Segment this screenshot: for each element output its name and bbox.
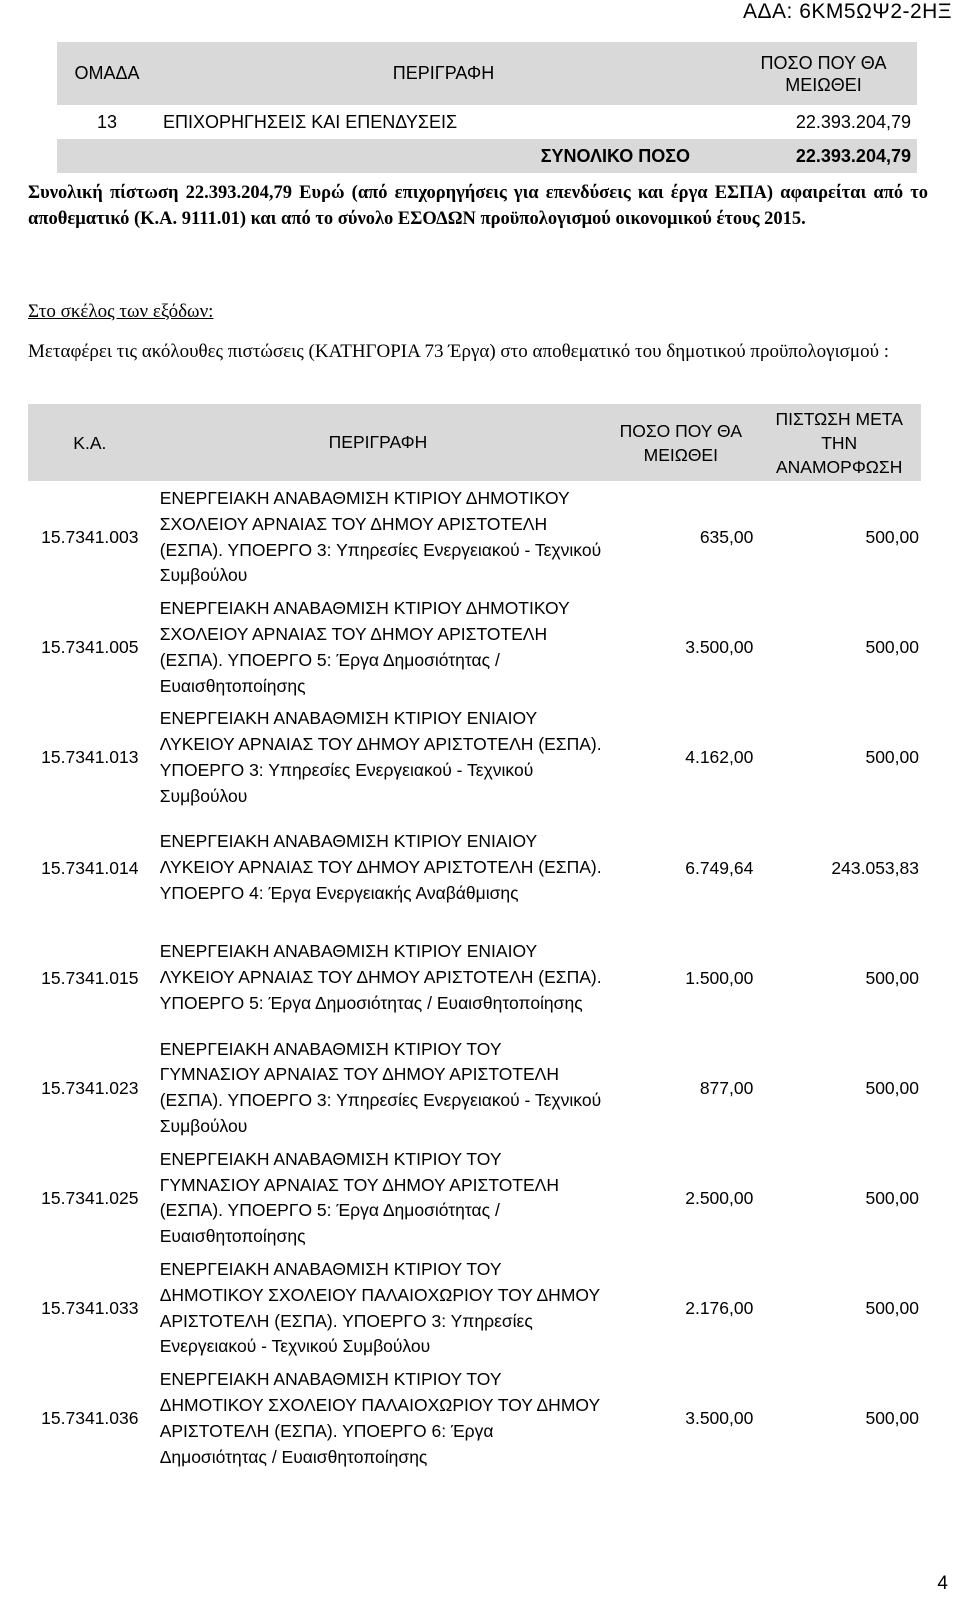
table-row — [28, 486, 921, 589]
header-reduction: ΠΟΣΟ ΠΟΥ ΘΑ ΜΕΙΩΘΕΙ — [604, 404, 757, 481]
row-after: 500,00 — [865, 1077, 919, 1098]
row-description: ΕΝΕΡΓΕΙΑΚΗ ΑΝΑΒΑΘΜΙΣΗ ΚΤΙΡΙΟΥ ΤΟΥ ΔΗΜΟΤΙΚΟΥ ΣΧΟΛΕΙΟΥ ΠΑΛΑΙΟΧΩΡΙΟΥ ΤΟΥ ΔΗΜΟΥ ΑΡΙΣΤΟΤΕΛΗ (ΕΣΠΑ). ΥΠΟΕΡΓΟ 6: Έργα Δημοσιότητας / Ευαισθητοποίησης — [159, 1369, 600, 1467]
summary-table — [57, 42, 917, 173]
row-reduction: 2.176,00 — [685, 1298, 754, 1319]
page-number: 4 — [937, 1573, 948, 1594]
summary-header-row — [57, 42, 917, 105]
table-row — [28, 1037, 921, 1140]
row-code: 15.7341.003 — [41, 527, 139, 548]
summary-total-amount: 22.393.204,79 — [730, 139, 917, 173]
row-code: 15.7341.025 — [41, 1187, 139, 1208]
row-reduction: 1.500,00 — [685, 967, 754, 988]
row-after: 243.053,83 — [831, 857, 919, 878]
row-after: 500,00 — [865, 527, 919, 548]
table-row — [28, 1367, 921, 1470]
row-after: 500,00 — [865, 1408, 919, 1429]
row-after: 500,00 — [865, 1298, 919, 1319]
row-description: ΕΝΕΡΓΕΙΑΚΗ ΑΝΑΒΑΘΜΙΣΗ ΚΤΙΡΙΟΥ ΔΗΜΟΤΙΚΟΥ ΣΧΟΛΕΙΟΥ ΑΡΝΑΙΑΣ ΤΟΥ ΔΗΜΟΥ ΑΡΙΣΤΟΤΕΛΗ (ΕΣΠΑ). ΥΠΟΕΡΓΟ 5: Έργα Δημοσιότητας / Ευαισθητοποίησης — [159, 598, 570, 696]
table-row — [28, 1147, 921, 1250]
row-after: 500,00 — [865, 1187, 919, 1208]
summary-total-label: ΣΥΝΟΛΙΚΟ ΠΟΣΟ — [157, 139, 730, 173]
summary-header-amount: ΠΟΣΟ ΠΟΥ ΘΑ ΜΕΙΩΘΕΙ — [730, 42, 917, 105]
summary-group: 13 — [96, 111, 118, 132]
row-reduction: 635,00 — [699, 527, 754, 548]
summary-total-row — [57, 139, 917, 173]
table-row — [28, 596, 921, 699]
row-description: ΕΝΕΡΓΕΙΑΚΗ ΑΝΑΒΑΘΜΙΣΗ ΚΤΙΡΙΟΥ ΔΗΜΟΤΙΚΟΥ ΣΧΟΛΕΙΟΥ ΑΡΝΑΙΑΣ ΤΟΥ ΔΗΜΟΥ ΑΡΙΣΤΟΤΕΛΗ (ΕΣΠΑ). ΥΠΟΕΡΓΟ 3: Υπηρεσίες Ενεργειακού - Τεχνικού Συμβούλου — [159, 488, 602, 586]
table-row — [28, 927, 921, 1030]
credits-table — [28, 404, 921, 1470]
summary-header-group: ΟΜΑΔΑ — [57, 42, 157, 105]
header-description: ΠΕΡΙΓΡΑΦΗ — [152, 404, 605, 481]
row-code: 15.7341.036 — [41, 1408, 139, 1429]
row-after: 500,00 — [865, 967, 919, 988]
header-after: ΠΙΣΤΩΣΗ ΜΕΤΑ ΤΗΝ ΑΝΑΜΟΡΦΩΣΗ — [757, 404, 921, 481]
row-description: ΕΝΕΡΓΕΙΑΚΗ ΑΝΑΒΑΘΜΙΣΗ ΚΤΙΡΙΟΥ ΕΝΙΑΙΟΥ ΛΥΚΕΙΟΥ ΑΡΝΑΙΑΣ ΤΟΥ ΔΗΜΟΥ ΑΡΙΣΤΟΤΕΛΗ (ΕΣΠΑ). ΥΠΟΕΡΓΟ 5: Έργα Δημοσιότητας / Ευαισθητοποίησης — [159, 941, 602, 1013]
row-code: 15.7341.015 — [41, 967, 139, 988]
row-code: 15.7341.005 — [41, 637, 139, 658]
row-reduction: 877,00 — [699, 1077, 754, 1098]
row-reduction: 6.749,64 — [685, 857, 754, 878]
row-code: 15.7341.013 — [41, 747, 139, 768]
summary-amount: 22.393.204,79 — [795, 111, 911, 132]
table-row — [28, 1257, 921, 1360]
row-after: 500,00 — [865, 747, 919, 768]
table-row — [28, 706, 921, 809]
credits-header-row — [28, 404, 921, 481]
header-code: Κ.Α. — [28, 404, 152, 481]
expenses-section-title: Στο σκέλος των εξόδων: — [28, 301, 214, 322]
document-ada-id: ΑΔΑ: 6ΚΜ5ΩΨ2-2ΗΞ — [743, 0, 952, 23]
row-description: ΕΝΕΡΓΕΙΑΚΗ ΑΝΑΒΑΘΜΙΣΗ ΚΤΙΡΙΟΥ ΕΝΙΑΙΟΥ ΛΥΚΕΙΟΥ ΑΡΝΑΙΑΣ ΤΟΥ ΔΗΜΟΥ ΑΡΙΣΤΟΤΕΛΗ (ΕΣΠΑ). ΥΠΟΕΡΓΟ 4: Έργα Ενεργειακής Αναβάθμισης — [159, 831, 602, 903]
summary-description: ΕΠΙΧΟΡΗΓΗΣΕΙΣ ΚΑΙ ΕΠΕΝΔΥΣΕΙΣ — [163, 111, 458, 132]
row-reduction: 3.500,00 — [685, 1408, 754, 1429]
summary-row — [57, 105, 917, 139]
summary-header-description: ΠΕΡΙΓΡΑΦΗ — [157, 42, 730, 105]
table-row — [28, 817, 921, 920]
row-description: ΕΝΕΡΓΕΙΑΚΗ ΑΝΑΒΑΘΜΙΣΗ ΚΤΙΡΙΟΥ ΕΝΙΑΙΟΥ ΛΥΚΕΙΟΥ ΑΡΝΑΙΑΣ ΤΟΥ ΔΗΜΟΥ ΑΡΙΣΤΟΤΕΛΗ (ΕΣΠΑ). ΥΠΟΕΡΓΟ 3: Υπηρεσίες Ενεργειακού - Τεχνικού Συμβούλου — [159, 708, 602, 806]
credit-paragraph: Συνολική πίστωση 22.393.204,79 Ευρώ (από επιχορηγήσεις για επενδύσεις και έργα ΕΣΠΑ) αφαιρείται από το αποθεματικό (Κ.Α. 9111.01) και από το σύνολο ΕΣΟΔΩΝ προϋπολογισμού οικονομικού έτους 2015. — [28, 183, 928, 229]
transfer-paragraph: Μεταφέρει τις ακόλουθες πιστώσεις (ΚΑΤΗΓΟΡΙΑ 73 Έργα) στο αποθεματικό του δημοτικού προϋπολογισμού : — [28, 341, 890, 362]
row-reduction: 4.162,00 — [685, 747, 754, 768]
row-reduction: 2.500,00 — [685, 1187, 754, 1208]
row-description: ΕΝΕΡΓΕΙΑΚΗ ΑΝΑΒΑΘΜΙΣΗ ΚΤΙΡΙΟΥ ΤΟΥ ΓΥΜΝΑΣΙΟΥ ΑΡΝΑΙΑΣ ΤΟΥ ΔΗΜΟΥ ΑΡΙΣΤΟΤΕΛΗ (ΕΣΠΑ). ΥΠΟΕΡΓΟ 5: Έργα Δημοσιότητας / Ευαισθητοποίησης — [159, 1148, 560, 1247]
row-after: 500,00 — [865, 637, 919, 658]
row-code: 15.7341.014 — [41, 857, 139, 878]
row-code: 15.7341.033 — [41, 1298, 139, 1319]
row-reduction: 3.500,00 — [685, 637, 754, 658]
row-description: ΕΝΕΡΓΕΙΑΚΗ ΑΝΑΒΑΘΜΙΣΗ ΚΤΙΡΙΟΥ ΤΟΥ ΓΥΜΝΑΣΙΟΥ ΑΡΝΑΙΑΣ ΤΟΥ ΔΗΜΟΥ ΑΡΙΣΤΟΤΕΛΗ (ΕΣΠΑ). ΥΠΟΕΡΓΟ 3: Υπηρεσίες Ενεργειακού - Τεχνικού Συμβούλου — [159, 1038, 602, 1136]
row-description: ΕΝΕΡΓΕΙΑΚΗ ΑΝΑΒΑΘΜΙΣΗ ΚΤΙΡΙΟΥ ΤΟΥ ΔΗΜΟΤΙΚΟΥ ΣΧΟΛΕΙΟΥ ΠΑΛΑΙΟΧΩΡΙΟΥ ΤΟΥ ΔΗΜΟΥ ΑΡΙΣΤΟΤΕΛΗ (ΕΣΠΑ). ΥΠΟΕΡΓΟ 3: Υπηρεσίες Ενεργειακού - Τεχνικού Συμβούλου — [159, 1258, 600, 1357]
row-code: 15.7341.023 — [41, 1077, 139, 1098]
